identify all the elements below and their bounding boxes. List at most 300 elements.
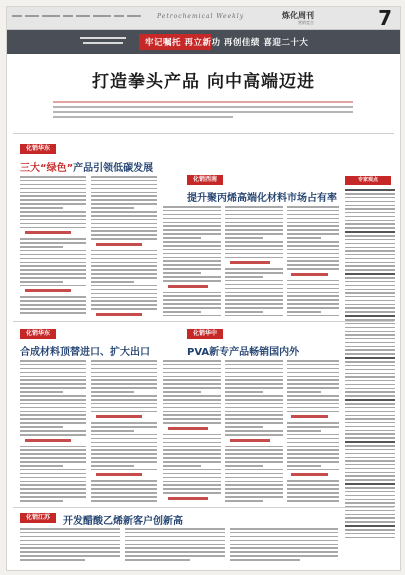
text-line (20, 399, 86, 401)
text-line (225, 473, 283, 475)
text-line (20, 180, 86, 182)
text-line (287, 461, 339, 463)
text-line (345, 254, 395, 255)
text-line (287, 233, 339, 235)
text-line (20, 227, 86, 229)
text-line (345, 457, 395, 458)
text-line (345, 205, 395, 206)
text-line (287, 264, 339, 266)
text-line (91, 195, 157, 197)
text-line (287, 488, 339, 490)
text-line (225, 280, 283, 282)
text-line (225, 360, 283, 362)
text-line (287, 257, 339, 259)
text-line (163, 364, 221, 366)
text-line (91, 492, 157, 494)
text-line (230, 532, 338, 534)
text-line (345, 445, 395, 446)
text-line (91, 211, 157, 213)
subheading-line (96, 415, 142, 418)
text-line (345, 342, 395, 343)
text-line (225, 210, 283, 212)
banner (7, 30, 400, 54)
text-line (345, 365, 395, 366)
text-line (345, 521, 395, 522)
text-line (91, 269, 157, 271)
text-line (163, 260, 221, 262)
text-line (345, 334, 395, 335)
text-line (345, 349, 395, 350)
text-line (20, 449, 86, 451)
text-line (345, 197, 395, 198)
text-line (91, 262, 157, 264)
text-line (91, 484, 157, 486)
text-line (287, 299, 339, 301)
text-line (20, 391, 63, 393)
text-line (163, 272, 201, 274)
text-line (345, 258, 395, 259)
text-line (20, 195, 86, 197)
text-line (287, 249, 339, 251)
text-line (20, 176, 86, 178)
text-line (287, 496, 339, 498)
text-line (345, 403, 395, 404)
text-line (163, 299, 221, 301)
text-line (287, 364, 339, 366)
text-line (163, 399, 221, 401)
text-line (91, 426, 157, 428)
text-line (225, 461, 283, 463)
text-line (20, 273, 86, 275)
text-line (91, 265, 157, 267)
masthead-brand: Petrochemical Weekly (157, 13, 245, 20)
article-column (287, 360, 339, 502)
text-line (345, 533, 395, 534)
text-line (287, 391, 321, 393)
text-line (287, 253, 339, 255)
text-line (91, 442, 157, 444)
text-line (225, 395, 283, 397)
text-line (345, 250, 395, 251)
text-line (20, 426, 63, 428)
text-line (345, 514, 395, 515)
section-title: 开发醋酸乙烯新客户创新高 (63, 516, 183, 527)
text-line (163, 249, 221, 251)
text-line (91, 180, 157, 182)
text-line (345, 285, 395, 286)
text-line (225, 222, 283, 224)
text-line (163, 484, 221, 486)
text-line (225, 484, 283, 486)
text-line (20, 262, 86, 264)
text-line (225, 492, 283, 494)
text-line (345, 307, 395, 308)
text-line (163, 403, 221, 405)
text-line (225, 372, 283, 374)
text-line (20, 540, 120, 542)
text-line (225, 225, 283, 227)
text-line (225, 457, 283, 459)
text-line (225, 276, 263, 278)
text-line (345, 304, 395, 305)
text-line (345, 311, 395, 312)
text-line (345, 289, 395, 290)
masthead-info-line (114, 15, 124, 17)
text-line (91, 215, 157, 217)
text-line (225, 311, 263, 313)
text-line (91, 199, 157, 201)
text-line (20, 376, 86, 378)
text-line (125, 551, 225, 553)
text-line (287, 453, 339, 455)
text-line (225, 245, 283, 247)
text-line (225, 376, 283, 378)
text-line (287, 399, 339, 401)
masthead-info-line (12, 15, 22, 17)
subheading-line (291, 273, 327, 276)
subheading-line (25, 439, 71, 442)
text-line (287, 222, 339, 224)
text-line (345, 502, 395, 503)
text-line (163, 303, 221, 305)
text-line (345, 441, 395, 443)
text-line (345, 212, 395, 213)
text-line (163, 379, 221, 381)
text-line (163, 457, 221, 459)
text-line (287, 295, 339, 297)
text-line (287, 368, 339, 370)
text-line (91, 488, 157, 490)
text-line (230, 547, 338, 549)
text-line (163, 315, 221, 316)
text-line (230, 559, 300, 561)
text-line (225, 422, 283, 424)
text-line (225, 426, 263, 428)
text-line (345, 265, 395, 266)
text-line (91, 376, 157, 378)
text-line (345, 247, 395, 248)
text-line (163, 407, 221, 409)
text-line (20, 418, 86, 420)
masthead-weekly-title: 炼化周刊 (282, 10, 314, 20)
text-line (345, 193, 395, 194)
text-line (287, 376, 339, 378)
text-line (345, 418, 395, 419)
text-line (163, 225, 221, 227)
text-line (163, 387, 221, 389)
text-line (230, 544, 338, 546)
text-line (225, 284, 283, 286)
text-line (230, 540, 338, 542)
text-line (163, 418, 221, 420)
text-line (163, 477, 221, 479)
text-line (91, 434, 157, 436)
text-line (345, 380, 395, 381)
masthead-info-line (42, 15, 60, 17)
text-line (20, 219, 86, 221)
text-line (91, 207, 134, 209)
text-line (91, 250, 157, 252)
text-line (163, 434, 221, 436)
text-line (91, 364, 157, 366)
article-column (20, 360, 86, 502)
text-line (91, 372, 157, 374)
text-line (91, 285, 157, 287)
section-title: 提升聚丙烯高端化材料市场占有率 (187, 193, 337, 204)
text-line (20, 407, 86, 409)
text-line (287, 457, 339, 459)
text-line (225, 237, 263, 239)
text-line (91, 496, 157, 498)
banner-left-block (75, 34, 131, 47)
text-line (163, 383, 221, 385)
masthead (7, 7, 400, 30)
subheading-line (168, 285, 209, 288)
text-line (20, 383, 86, 385)
text-line (345, 315, 395, 317)
article-column (230, 528, 338, 566)
text-line (20, 547, 120, 549)
text-line (91, 383, 157, 385)
text-line (225, 383, 283, 385)
text-line (345, 300, 395, 301)
text-line (287, 492, 339, 494)
subheading-line (96, 243, 142, 246)
text-line (163, 264, 221, 266)
text-line (225, 469, 283, 471)
text-line (287, 438, 339, 440)
masthead-info-line (76, 15, 90, 17)
text-line (163, 241, 221, 243)
text-line (125, 536, 225, 538)
text-line (225, 500, 263, 502)
text-line (287, 500, 339, 502)
text-line (287, 430, 321, 432)
text-line (345, 460, 395, 461)
article-column (163, 206, 221, 316)
text-line (20, 484, 86, 486)
text-line (20, 203, 86, 205)
text-line (91, 304, 157, 306)
text-line (20, 457, 86, 459)
text-line (163, 449, 221, 451)
divider (13, 507, 394, 508)
text-line (91, 277, 157, 279)
text-line (345, 277, 395, 278)
text-line (20, 465, 63, 467)
text-line (20, 250, 86, 252)
article-column (225, 360, 283, 502)
text-line (20, 496, 86, 498)
banner-left-line (83, 42, 123, 44)
text-line (345, 433, 395, 434)
text-line (287, 387, 339, 389)
article-column (91, 176, 157, 316)
text-line (20, 211, 86, 213)
text-line (163, 222, 221, 224)
text-line (225, 214, 283, 216)
text-line (163, 237, 201, 239)
text-line (20, 199, 86, 201)
text-line (20, 555, 120, 557)
text-line (287, 280, 339, 282)
text-line (345, 338, 395, 339)
text-line (225, 387, 283, 389)
text-line (225, 303, 283, 305)
text-line (163, 214, 221, 216)
text-line (225, 453, 283, 455)
text-line (225, 446, 283, 448)
subheading-line (96, 473, 142, 476)
sidebar-column (345, 176, 395, 566)
text-line (91, 289, 157, 291)
masthead-info-line (63, 15, 73, 17)
text-line (287, 260, 339, 262)
text-line (287, 311, 321, 313)
text-line (230, 555, 338, 557)
text-line (287, 268, 339, 270)
text-line (345, 422, 395, 423)
text-line (91, 273, 157, 275)
text-line (91, 461, 157, 463)
text-line (163, 473, 221, 475)
text-line (163, 295, 221, 297)
text-line (91, 430, 134, 432)
text-line (163, 276, 221, 278)
text-line (163, 422, 221, 424)
text-line (345, 472, 395, 473)
text-line (287, 245, 339, 247)
section-title: 合成材料顶替进口、扩大出口 (20, 347, 150, 358)
text-line (91, 453, 157, 455)
subheading-line (291, 473, 327, 476)
text-line (225, 418, 283, 420)
text-line (225, 391, 263, 393)
text-line (20, 360, 86, 362)
text-line (225, 315, 283, 316)
text-line (345, 281, 395, 282)
text-line (230, 536, 338, 538)
text-line (345, 319, 395, 320)
text-line (163, 461, 221, 463)
text-line (345, 491, 395, 492)
text-line (287, 449, 339, 451)
section-tag: 化销华东 (20, 329, 56, 339)
text-line (20, 192, 86, 194)
text-line (20, 411, 86, 413)
text-line (125, 559, 190, 561)
text-line (345, 407, 395, 408)
text-line (225, 477, 283, 479)
text-line (287, 307, 339, 309)
text-line (225, 465, 263, 467)
text-line (287, 484, 339, 486)
text-line (20, 184, 86, 186)
text-line (287, 383, 339, 385)
article-column (287, 206, 339, 316)
text-line (91, 227, 157, 229)
text-line (345, 243, 395, 244)
text-line (20, 372, 86, 374)
text-line (20, 446, 86, 448)
text-line (345, 529, 395, 530)
text-line (345, 399, 395, 401)
masthead-info (12, 13, 144, 18)
text-line (163, 210, 221, 212)
text-line (287, 218, 339, 220)
text-line (225, 407, 283, 409)
text-line (163, 438, 221, 440)
section-tag: 化销江苏 (20, 513, 56, 523)
text-line (225, 430, 283, 432)
text-line (287, 241, 339, 243)
text-line (163, 411, 221, 413)
text-line (163, 360, 221, 362)
text-line (287, 315, 339, 316)
text-line (91, 293, 157, 295)
text-line (91, 411, 157, 413)
text-line (225, 364, 283, 366)
text-line (287, 411, 339, 413)
text-line (91, 469, 157, 471)
text-line (345, 510, 395, 511)
text-line (225, 299, 283, 301)
text-line (345, 262, 395, 263)
text-line (287, 292, 339, 294)
text-line (225, 434, 283, 436)
text-line (225, 414, 283, 416)
text-line (345, 361, 395, 362)
page-headline: 打造拳头产品 向中高端迈进 (92, 72, 315, 92)
text-line (91, 360, 157, 362)
subheading-line (230, 261, 271, 264)
text-line (20, 461, 86, 463)
text-line (125, 540, 225, 542)
article-column (163, 360, 221, 502)
text-line (287, 229, 339, 231)
text-line (20, 300, 86, 302)
text-line (345, 384, 395, 385)
text-line (91, 176, 157, 178)
text-line (287, 469, 339, 471)
text-line (345, 353, 395, 354)
text-line (125, 547, 225, 549)
text-line (163, 453, 221, 455)
text-line (225, 403, 283, 405)
text-line (163, 268, 221, 270)
text-line (20, 492, 86, 494)
text-line (345, 216, 395, 217)
text-line (345, 468, 395, 469)
text-line (20, 453, 86, 455)
sidebar-tag: 专家观点 (345, 176, 391, 185)
text-line (225, 241, 283, 243)
text-line (91, 403, 157, 405)
text-line (345, 453, 395, 454)
text-line (345, 517, 395, 518)
text-line (225, 272, 283, 274)
text-line (345, 479, 395, 480)
text-line (20, 242, 86, 244)
text-line (287, 206, 339, 208)
text-line (345, 537, 395, 538)
text-line (230, 528, 338, 530)
text-line (163, 488, 221, 490)
text-line (225, 449, 283, 451)
text-line (225, 233, 283, 235)
text-line (91, 184, 157, 186)
text-line (20, 254, 86, 256)
